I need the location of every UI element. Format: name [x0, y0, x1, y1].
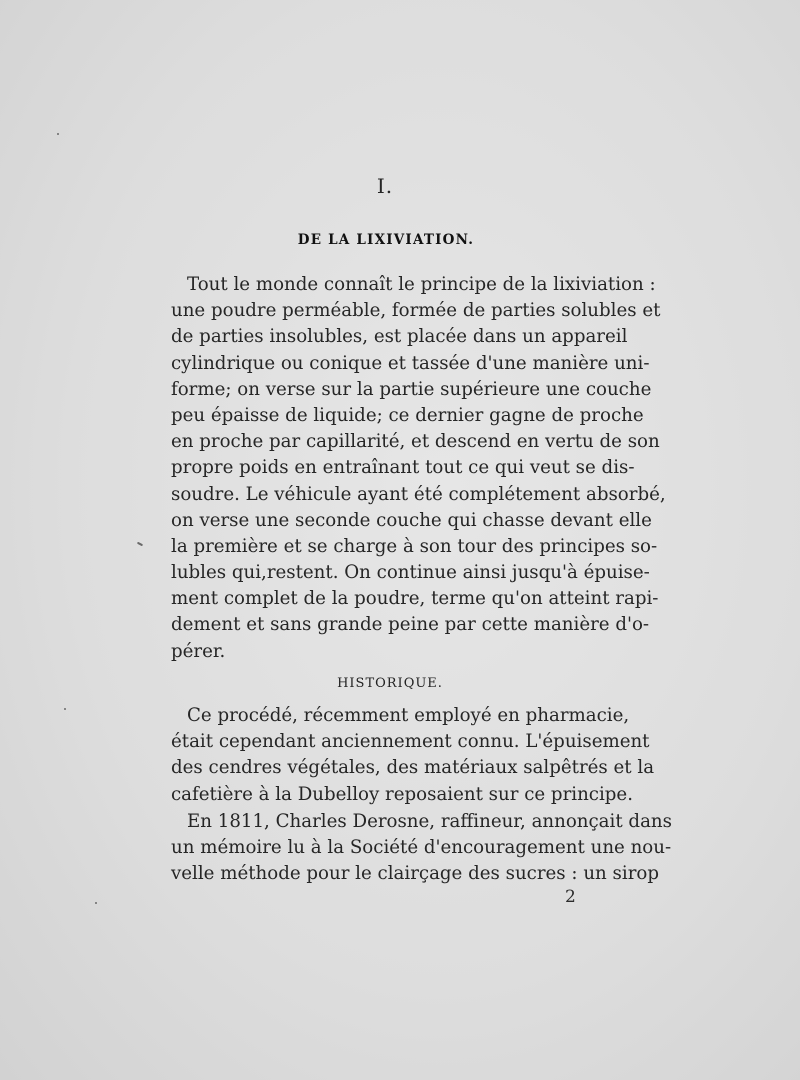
paragraph-2	[171, 703, 655, 808]
text-line: ment complet de la poudre, terme qu'on atteint rapi-	[171, 588, 659, 610]
text-line: cylindrique ou conique et tassée d'une manière uni-	[171, 352, 650, 374]
text-line: soudre. Le véhicule ayant été complétement absorbé,	[171, 483, 666, 505]
text-line: des cendres végétales, des matériaux salpêtrés et la	[171, 757, 655, 779]
text-line: cafetière à la Dubelloy reposaient sur ce principe.	[171, 783, 633, 805]
text-line: on verse une seconde couche qui chasse devant elle	[171, 509, 652, 531]
text-line: peu épaisse de liquide; ce dernier gagne de proche	[171, 404, 644, 426]
paper-speck	[137, 542, 143, 547]
paragraph-1	[171, 272, 666, 665]
text-line: lubles qui,restent. On continue ainsi jusqu'à épuise-	[171, 562, 650, 584]
text-line: un mémoire lu à la Société d'encouragement une nou-	[171, 837, 672, 859]
text-line: dement et sans grande peine par cette manière d'o-	[171, 614, 650, 636]
text-line: propre poids en entraînant tout ce qui veut se dis-	[171, 457, 635, 479]
text-line: Tout le monde connaît le principe de la lixiviation :	[187, 274, 656, 295]
text-line: en proche par capillarité, et descend en vertu de son	[171, 431, 660, 453]
text-line: velle méthode pour le clairçage des sucres : un sirop	[171, 863, 659, 885]
paper-speck	[95, 902, 97, 904]
paper-speck	[64, 708, 66, 710]
paragraph-3	[171, 809, 672, 888]
chapter-title: DE LA LIXIVIATION.	[297, 232, 475, 248]
text-line: pérer.	[171, 640, 226, 662]
text-line: En 1811, Charles Derosne, raffineur, annonçait dans	[187, 811, 672, 832]
text-line: Ce procédé, récemment employé en pharmacie,	[187, 705, 630, 726]
paper-speck	[57, 133, 59, 135]
text-line: une poudre perméable, formée de parties solubles et	[171, 300, 661, 322]
signature-mark: 2	[565, 887, 576, 907]
text-line: forme; on verse sur la partie supérieure une couche	[171, 378, 652, 400]
text-line: de parties insolubles, est placée dans un appareil	[171, 326, 628, 348]
chapter-number: I.	[376, 174, 394, 198]
text-line: était cependant anciennement connu. L'épuisement	[171, 731, 650, 753]
text-line: la première et se charge à son tour des principes so-	[171, 535, 658, 557]
section-title: HISTORIQUE.	[337, 676, 443, 691]
